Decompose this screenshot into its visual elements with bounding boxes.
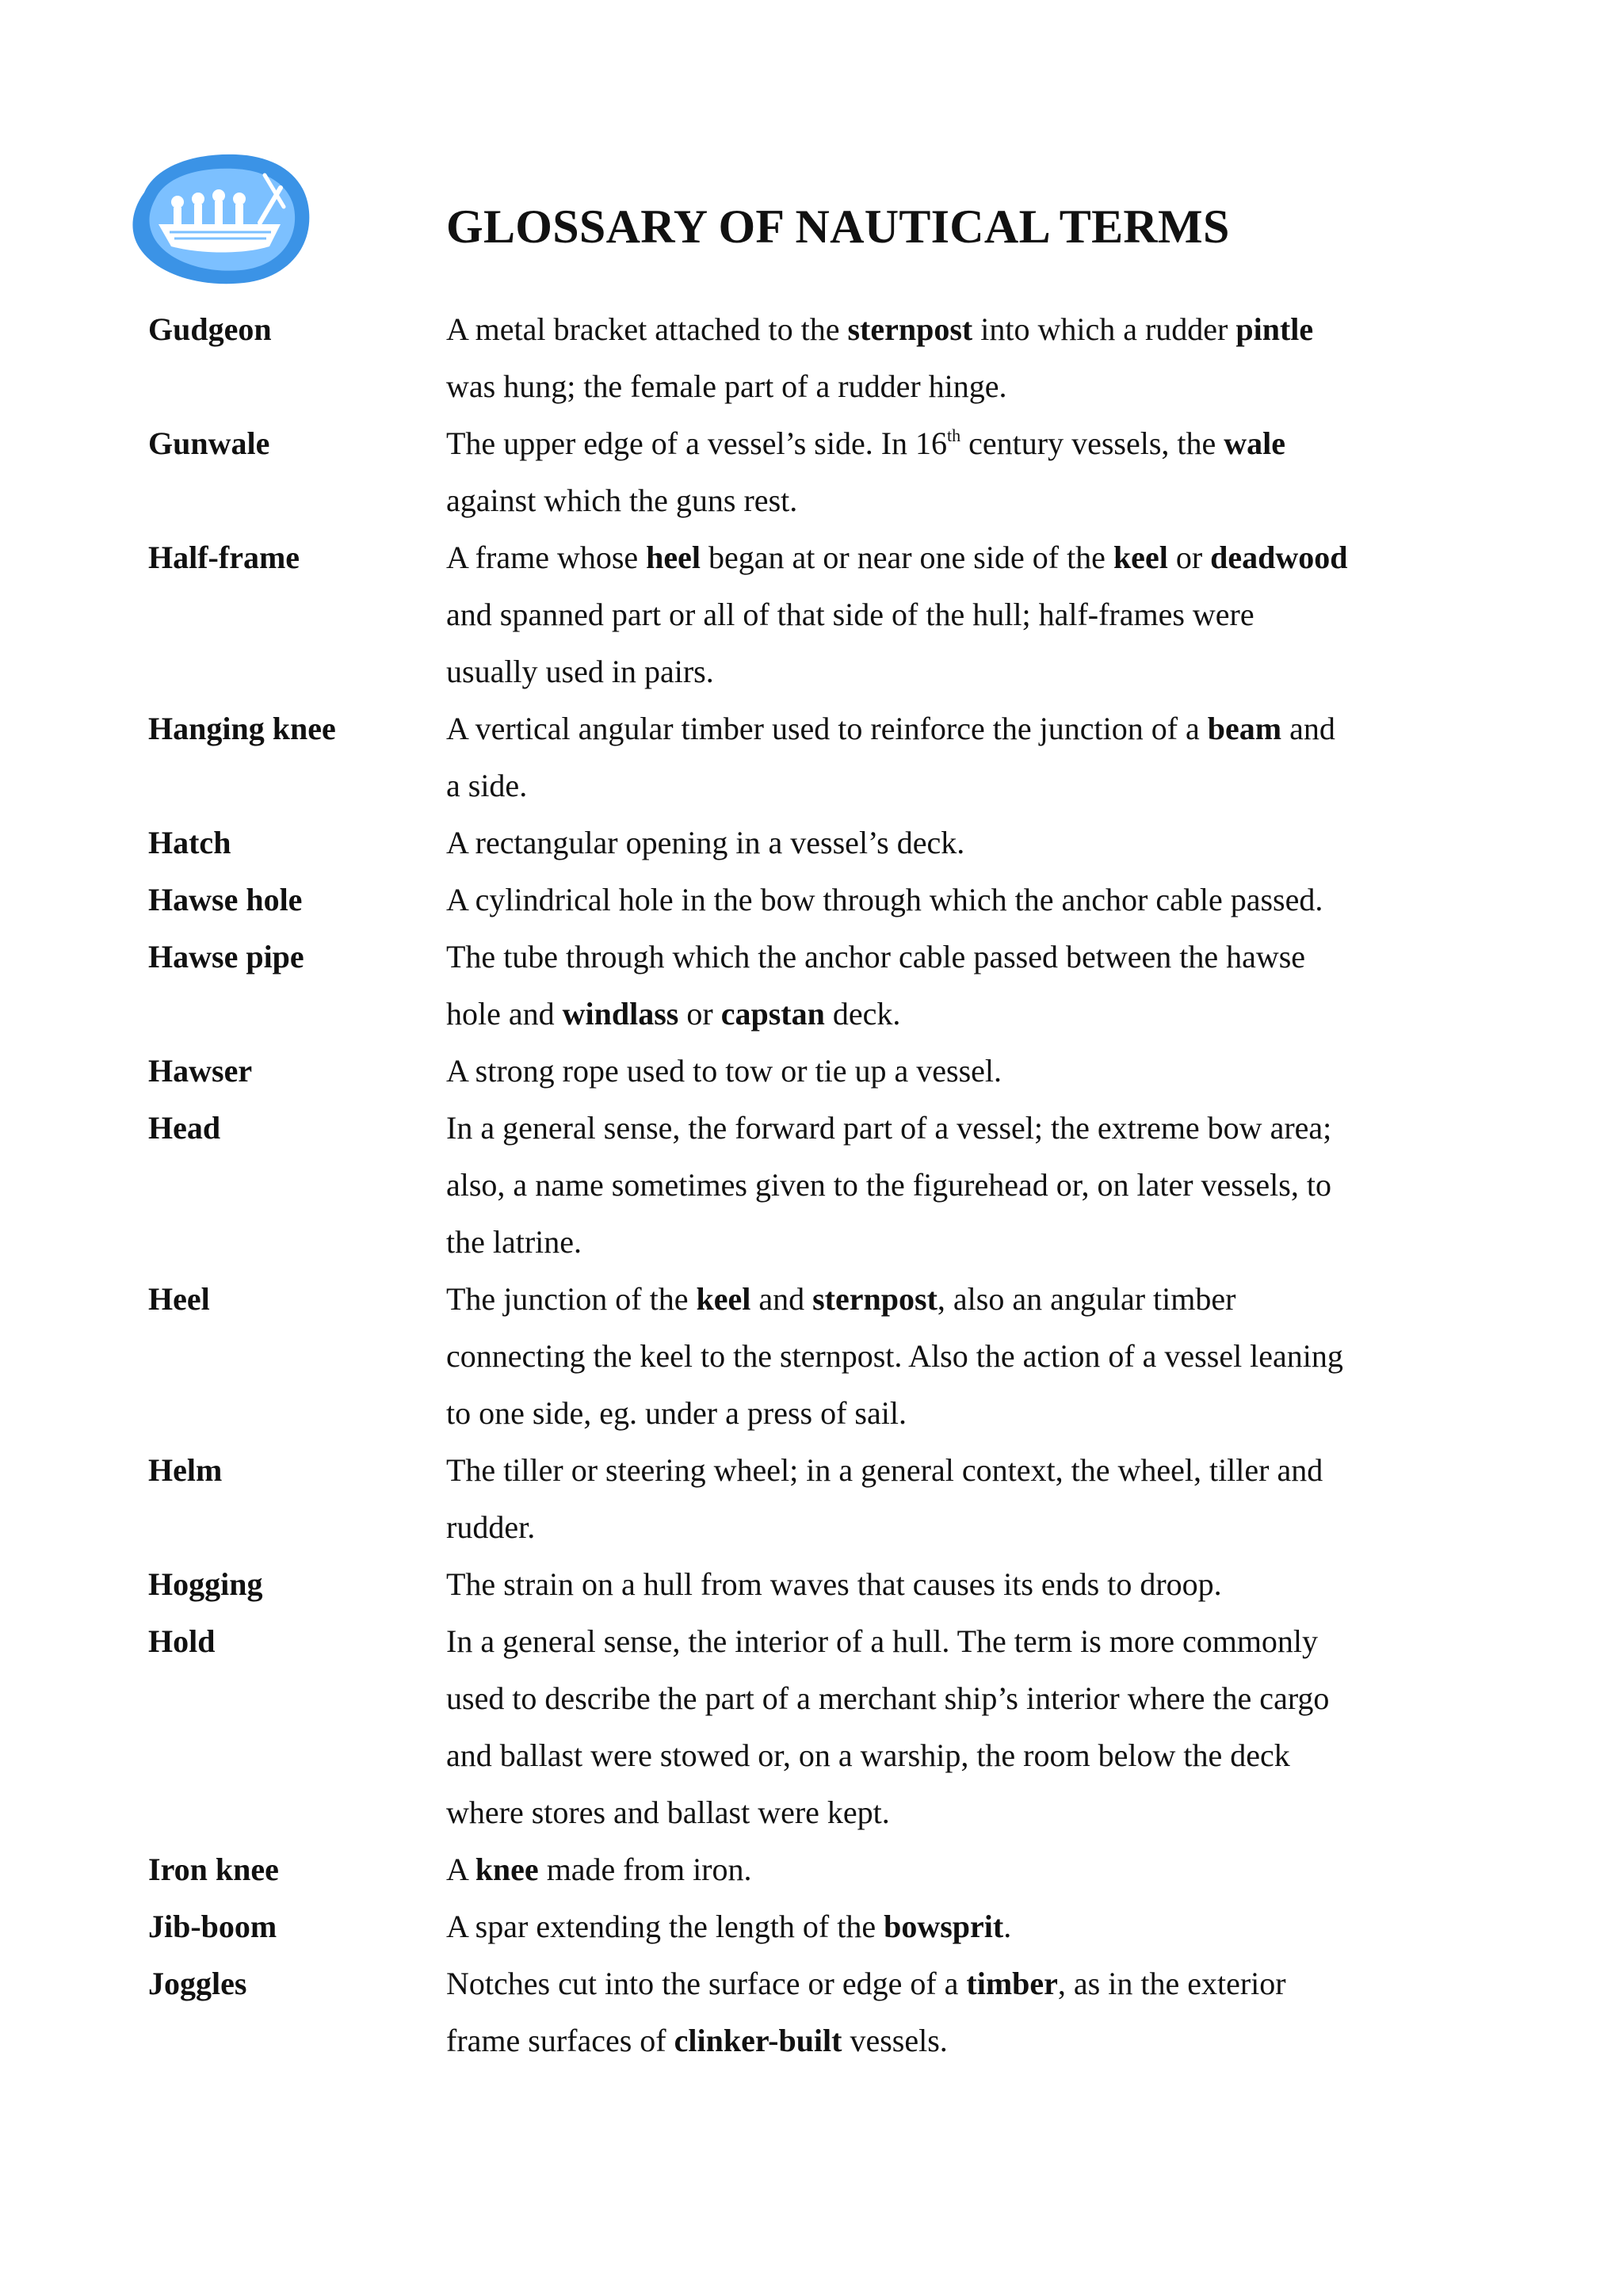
definition-line <box>446 1727 1400 1784</box>
definition-text: A spar extending the length of the <box>446 1909 884 1944</box>
definition-text: or <box>1167 540 1211 575</box>
glossary-entry <box>148 814 1400 871</box>
definition-text: , also an angular timber <box>937 1281 1236 1317</box>
glossary-entry <box>148 1556 1400 1613</box>
definition-line <box>446 358 1400 415</box>
glossary-definition <box>446 301 1400 415</box>
definition-text: and spanned part or all of that side of the hull; half-frames were <box>446 597 1254 632</box>
boat-with-rowers-logo <box>125 147 312 285</box>
glossary-definition <box>446 1100 1400 1271</box>
definition-line <box>446 1442 1400 1499</box>
definition-line <box>446 1613 1400 1670</box>
definition-text: was hung; the female part of a rudder hinge. <box>446 368 1007 404</box>
definition-line <box>446 1100 1400 1157</box>
definition-text: The tiller or steering wheel; in a general context, the wheel, tiller and <box>446 1452 1323 1488</box>
definition-text: A strong rope used to tow or tie up a vessel. <box>446 1053 1002 1089</box>
glossary-entry <box>148 529 1400 700</box>
definition-line <box>446 1841 1400 1898</box>
glossary-definition <box>446 1898 1400 1955</box>
glossary-entry <box>148 1271 1400 1442</box>
definition-text: A vertical angular timber used to reinforce the junction of a <box>446 711 1208 746</box>
definition-line <box>446 529 1400 586</box>
glossary-definition <box>446 1841 1400 1898</box>
glossary-term: Hanging knee <box>148 711 336 746</box>
glossary-definition <box>446 1955 1400 2069</box>
cross-reference-term: heel <box>646 540 701 575</box>
definition-line <box>446 929 1400 986</box>
definition-text: used to describe the part of a merchant ship’s interior where the cargo <box>446 1680 1330 1716</box>
definition-text: A rectangular opening in a vessel’s deck. <box>446 825 965 860</box>
glossary-definition <box>446 415 1400 529</box>
definition-text: vessels. <box>842 2023 948 2058</box>
definition-line <box>446 814 1400 871</box>
glossary-term: Hawse hole <box>148 882 303 917</box>
glossary-term: Hogging <box>148 1566 263 1602</box>
glossary-definition <box>446 1271 1400 1442</box>
cross-reference-term: sternpost <box>812 1281 938 1317</box>
definition-text: the latrine. <box>446 1224 582 1260</box>
glossary-entry <box>148 1898 1400 1955</box>
definition-text: a side. <box>446 768 528 803</box>
glossary-term: Gudgeon <box>148 311 272 347</box>
glossary-term: Gunwale <box>148 425 270 461</box>
glossary-entry <box>148 1043 1400 1100</box>
cross-reference-term: capstan <box>720 996 825 1032</box>
definition-text: . <box>1003 1909 1012 1944</box>
glossary-definition <box>446 871 1400 929</box>
definition-text: where stores and ballast were kept. <box>446 1794 890 1830</box>
definition-line <box>446 472 1400 529</box>
glossary-term: Hatch <box>148 825 231 860</box>
cross-reference-term: keel <box>696 1281 751 1317</box>
glossary-term: Half-frame <box>148 540 300 575</box>
glossary-definition <box>446 700 1400 814</box>
definition-text: In a general sense, the forward part of a vessel; the extreme bow area; <box>446 1110 1332 1146</box>
cross-reference-term: knee <box>475 1852 539 1887</box>
definition-line <box>446 1898 1400 1955</box>
definition-text: and ballast were stowed or, on a warship, the room below the deck <box>446 1737 1290 1773</box>
glossary-entry <box>148 1442 1400 1556</box>
glossary-term: Jib-boom <box>148 1909 277 1944</box>
glossary-entry <box>148 1100 1400 1271</box>
definition-line <box>446 1214 1400 1271</box>
glossary-entry <box>148 301 1400 415</box>
glossary-term: Hawse pipe <box>148 939 304 974</box>
cross-reference-term: wale <box>1224 425 1286 461</box>
definition-line <box>446 1499 1400 1556</box>
glossary-definition <box>446 814 1400 871</box>
definition-text: frame surfaces of <box>446 2023 674 2058</box>
glossary-entry <box>148 1841 1400 1898</box>
definition-text: The upper edge of a vessel’s side. In 16 <box>446 425 948 461</box>
definition-line <box>446 1556 1400 1613</box>
glossary-term: Head <box>148 1110 221 1146</box>
definition-text: hole and <box>446 996 563 1032</box>
glossary-term: Hold <box>148 1623 216 1659</box>
definition-text: A <box>446 1852 475 1887</box>
glossary-definition <box>446 1556 1400 1613</box>
cross-reference-term: deadwood <box>1210 540 1348 575</box>
definition-line <box>446 1385 1400 1442</box>
definition-text: Notches cut into the surface or edge of a <box>446 1966 967 2001</box>
definition-line <box>446 757 1400 814</box>
glossary-entry <box>148 929 1400 1043</box>
glossary-definition <box>446 1043 1400 1100</box>
definition-line <box>446 1157 1400 1214</box>
definition-text: connecting the keel to the sternpost. Also the action of a vessel leaning <box>446 1338 1343 1374</box>
definition-line <box>446 1271 1400 1328</box>
glossary-term: Heel <box>148 1281 210 1317</box>
cross-reference-term: clinker-built <box>674 2023 842 2058</box>
definition-line <box>446 301 1400 358</box>
definition-text: The junction of the <box>446 1281 697 1317</box>
definition-text: or <box>678 996 721 1032</box>
logo-graphic <box>125 147 312 285</box>
glossary-term: Iron knee <box>148 1852 279 1887</box>
definition-text: century vessels, the <box>960 425 1224 461</box>
cross-reference-term: keel <box>1113 540 1168 575</box>
definition-text: made from iron. <box>538 1852 752 1887</box>
definition-line <box>446 415 1400 472</box>
glossary-term: Hawser <box>148 1053 253 1089</box>
cross-reference-term: sternpost <box>847 311 973 347</box>
definition-line <box>446 986 1400 1043</box>
definition-text: and <box>750 1281 813 1317</box>
glossary-term: Helm <box>148 1452 223 1488</box>
glossary-definition <box>446 1613 1400 1841</box>
ordinal-suffix: th <box>947 425 961 445</box>
definition-line <box>446 586 1400 643</box>
definition-text: also, a name sometimes given to the figurehead or, on later vessels, to <box>446 1167 1331 1203</box>
definition-text: usually used in pairs. <box>446 654 714 689</box>
cross-reference-term: bowsprit <box>884 1909 1004 1944</box>
definition-line <box>446 1043 1400 1100</box>
definition-text: and <box>1281 711 1335 746</box>
definition-text: against which the guns rest. <box>446 482 798 518</box>
definition-line <box>446 871 1400 929</box>
definition-text: , as in the exterior <box>1057 1966 1286 2001</box>
definition-text: The strain on a hull from waves that causes its ends to droop. <box>446 1566 1222 1602</box>
cross-reference-term: timber <box>966 1966 1058 2001</box>
glossary-definition <box>446 529 1400 700</box>
glossary-term: Joggles <box>148 1966 247 2001</box>
glossary-definition <box>446 1442 1400 1556</box>
definition-text: began at or near one side of the <box>701 540 1113 575</box>
definition-text: A cylindrical hole in the bow through which the anchor cable passed. <box>446 882 1323 917</box>
cross-reference-term: pintle <box>1235 311 1314 347</box>
page-title: GLOSSARY OF NAUTICAL TERMS <box>446 200 1230 253</box>
cross-reference-term: beam <box>1207 711 1282 746</box>
definition-line <box>446 1784 1400 1841</box>
definition-line <box>446 1670 1400 1727</box>
definition-line <box>446 1328 1400 1385</box>
definition-text: rudder. <box>446 1509 536 1545</box>
definition-text: into which a rudder <box>972 311 1236 347</box>
definition-text: The tube through which the anchor cable passed between the hawse <box>446 939 1306 974</box>
definition-line <box>446 1955 1400 2012</box>
glossary-entry <box>148 871 1400 929</box>
glossary-entry <box>148 700 1400 814</box>
definition-text: to one side, eg. under a press of sail. <box>446 1395 907 1431</box>
definition-text: A frame whose <box>446 540 647 575</box>
cross-reference-term: windlass <box>562 996 679 1032</box>
definition-text: deck. <box>824 996 901 1032</box>
glossary-entry <box>148 415 1400 529</box>
glossary-entry <box>148 1613 1400 1841</box>
definition-text: A metal bracket attached to the <box>446 311 848 347</box>
glossary-entry <box>148 1955 1400 2069</box>
definition-line <box>446 643 1400 700</box>
definition-text: In a general sense, the interior of a hull. The term is more commonly <box>446 1623 1319 1659</box>
definition-line <box>446 700 1400 757</box>
glossary-list <box>148 301 1400 2069</box>
glossary-definition <box>446 929 1400 1043</box>
definition-line <box>446 2012 1400 2069</box>
